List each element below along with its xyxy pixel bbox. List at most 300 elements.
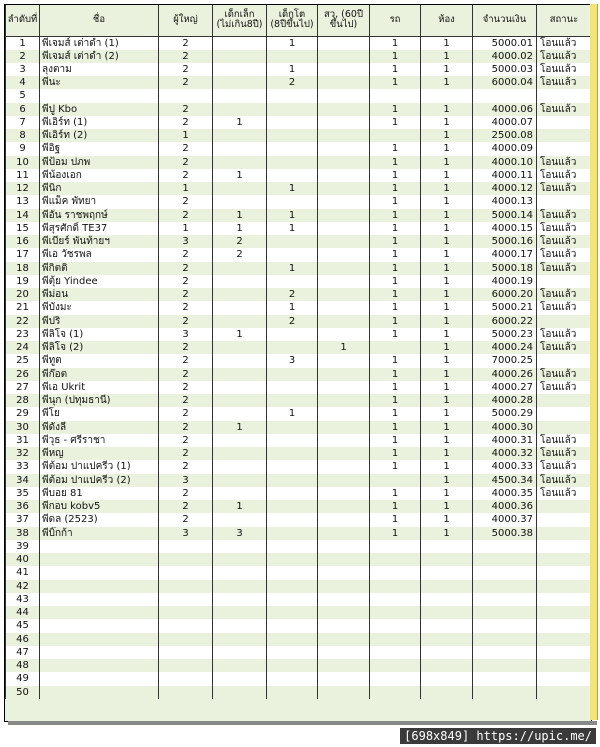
table-row [6,76,592,89]
row-kid-big-count [267,89,318,102]
row-kid-small-count [213,50,267,63]
row-car-count [370,474,421,487]
row-number: 28 [6,394,40,407]
row-status [537,580,592,593]
table-row [6,315,592,328]
table-row [6,368,592,381]
row-room-count: 1 [421,368,473,381]
row-senior-count [318,580,370,593]
row-status [537,553,592,566]
row-name: พี่หญ [40,447,159,460]
row-adult-count: 2 [159,116,213,129]
table-row [6,672,592,685]
row-kid-big-count [267,248,318,261]
row-senior-count [318,301,370,314]
row-car-count: 1 [370,156,421,169]
row-room-count: 1 [421,434,473,447]
row-status [537,646,592,659]
row-car-count: 1 [370,248,421,261]
row-room-count [421,566,473,579]
row-name: ลุงตาม [40,63,159,76]
row-name: พี่ดังลี่ [40,421,159,434]
row-name [40,606,159,619]
row-amount: 5000.23 [473,328,537,341]
row-adult-count: 2 [159,421,213,434]
row-car-count: 1 [370,447,421,460]
table-row [6,328,592,341]
row-adult-count: 2 [159,36,213,50]
row-kid-small-count [213,103,267,116]
row-car-count: 1 [370,527,421,540]
row-adult-count: 2 [159,63,213,76]
row-adult-count: 3 [159,474,213,487]
table-row [6,421,592,434]
row-adult-count [159,606,213,619]
row-kid-small-count [213,394,267,407]
row-room-count: 1 [421,63,473,76]
row-car-count [370,341,421,354]
row-status: โอนแล้ว [537,328,592,341]
row-kid-small-count [213,341,267,354]
row-kid-small-count [213,368,267,381]
row-senior-count [318,527,370,540]
row-status [537,129,592,142]
row-number: 35 [6,487,40,500]
row-status: โอนแล้ว [537,474,592,487]
row-adult-count [159,580,213,593]
row-amount: 6000.20 [473,288,537,301]
row-amount: 4000.06 [473,103,537,116]
row-kid-small-count [213,593,267,606]
table-row [6,182,592,195]
row-car-count: 1 [370,301,421,314]
row-amount: 4000.32 [473,447,537,460]
table-row [6,686,592,699]
row-number: 44 [6,606,40,619]
row-adult-count: 2 [159,76,213,89]
row-number: 26 [6,368,40,381]
row-number: 27 [6,381,40,394]
row-car-count: 1 [370,209,421,222]
row-kid-big-count [267,381,318,394]
table-row [6,36,592,50]
row-room-count: 1 [421,301,473,314]
row-number: 50 [6,686,40,699]
row-kid-small-count: 1 [213,421,267,434]
row-car-count [370,580,421,593]
row-senior-count [318,686,370,699]
row-number: 16 [6,235,40,248]
row-room-count: 1 [421,222,473,235]
row-kid-small-count [213,672,267,685]
row-name [40,659,159,672]
row-senior-count [318,182,370,195]
row-amount: 4000.13 [473,195,537,208]
row-room-count: 1 [421,288,473,301]
row-senior-count [318,129,370,142]
row-kid-big-count [267,328,318,341]
row-number: 15 [6,222,40,235]
row-room-count: 1 [421,487,473,500]
row-amount: 4000.28 [473,394,537,407]
row-room-count: 1 [421,76,473,89]
row-adult-count: 2 [159,434,213,447]
row-senior-count [318,354,370,367]
row-senior-count [318,275,370,288]
row-number: 1 [6,36,40,50]
table-row [6,447,592,460]
row-car-count [370,593,421,606]
row-name: พี่บอย 81 [40,487,159,500]
table-row [6,407,592,420]
table-row [6,606,592,619]
row-kid-small-count: 1 [213,328,267,341]
row-status: โอนแล้ว [537,381,592,394]
row-senior-count [318,169,370,182]
row-status [537,659,592,672]
row-number: 17 [6,248,40,261]
row-kid-small-count: 1 [213,500,267,513]
row-car-count [370,553,421,566]
row-amount: 4000.19 [473,275,537,288]
row-room-count: 1 [421,195,473,208]
row-kid-big-count [267,129,318,142]
row-adult-count: 3 [159,527,213,540]
row-kid-small-count [213,63,267,76]
row-amount: 4000.02 [473,50,537,63]
header-senior: สว. (60ปี ขึ้นไป) [318,5,370,36]
table-row [6,540,592,553]
row-name: พี่แม็ค พัทยา [40,195,159,208]
table-row [6,129,592,142]
row-status: โอนแล้ว [537,288,592,301]
row-number: 19 [6,275,40,288]
row-senior-count [318,421,370,434]
row-amount [473,606,537,619]
row-status [537,593,592,606]
row-status [537,606,592,619]
row-senior-count [318,500,370,513]
row-name [40,540,159,553]
table-row [6,659,592,672]
row-status: โอนแล้ว [537,209,592,222]
row-kid-small-count [213,195,267,208]
table-row [6,354,592,367]
row-amount: 4000.10 [473,156,537,169]
row-kid-big-count [267,394,318,407]
row-kid-small-count [213,460,267,473]
row-senior-count [318,262,370,275]
row-kid-big-count [267,566,318,579]
row-status [537,421,592,434]
row-amount: 6000.22 [473,315,537,328]
row-car-count [370,129,421,142]
row-number: 3 [6,63,40,76]
row-amount: 4000.27 [473,381,537,394]
row-kid-small-count [213,447,267,460]
row-senior-count [318,460,370,473]
row-adult-count: 2 [159,487,213,500]
row-number: 33 [6,460,40,473]
table-row [6,460,592,473]
row-name: พี่เอิร์ท (2) [40,129,159,142]
row-name: พี่ป้อม ปภพ [40,156,159,169]
row-name: พี่เจมส์ เต่าดำ (1) [40,36,159,50]
row-kid-small-count [213,301,267,314]
row-number: 37 [6,513,40,526]
table-row [6,513,592,526]
row-kid-big-count: 1 [267,407,318,420]
table-row [6,341,592,354]
table-row [6,633,592,646]
row-senior-count [318,235,370,248]
table-row [6,381,592,394]
row-adult-count [159,633,213,646]
roster-table-frame [4,4,592,722]
row-senior-count: 1 [318,341,370,354]
row-adult-count [159,646,213,659]
table-row [6,63,592,76]
row-status: โอนแล้ว [537,36,592,50]
row-kid-small-count: 1 [213,169,267,182]
row-status: โอนแล้ว [537,460,592,473]
row-kid-big-count [267,275,318,288]
row-kid-small-count [213,659,267,672]
row-amount: 6000.04 [473,76,537,89]
table-row [6,394,592,407]
row-name [40,580,159,593]
row-status: โอนแล้ว [537,301,592,314]
row-amount: 7000.25 [473,354,537,367]
row-name: พี่ต้อม ปาแปครีว (1) [40,460,159,473]
row-car-count: 1 [370,63,421,76]
row-name: พี่เบียร์ พันท้ายฯ [40,235,159,248]
row-adult-count: 1 [159,222,213,235]
row-name: พี่ตุ้ย Yindee [40,275,159,288]
row-senior-count [318,394,370,407]
table-row [6,262,592,275]
row-status: โอนแล้ว [537,169,592,182]
row-status [537,275,592,288]
header-num: ลำดับที่ [6,5,40,36]
table-row [6,275,592,288]
row-car-count: 1 [370,407,421,420]
row-number: 46 [6,633,40,646]
row-senior-count [318,116,370,129]
row-kid-small-count [213,76,267,89]
row-amount: 4500.34 [473,474,537,487]
row-name: พี่นะ [40,76,159,89]
row-amount [473,553,537,566]
row-status [537,407,592,420]
row-status: โอนแล้ว [537,156,592,169]
table-row [6,209,592,222]
row-number: 38 [6,527,40,540]
row-kid-big-count [267,606,318,619]
row-status [537,686,592,699]
row-name: พี่บิ๊กก้า [40,527,159,540]
row-amount: 5000.29 [473,407,537,420]
row-kid-big-count [267,619,318,632]
row-number: 8 [6,129,40,142]
header-amount: จำนวนเงิน [473,5,537,36]
row-room-count: 1 [421,129,473,142]
row-number: 12 [6,182,40,195]
header-kid-small: เด็กเล็ก (ไม่เกิน8ปี) [213,5,267,36]
row-senior-count [318,447,370,460]
row-kid-big-count [267,235,318,248]
row-status [537,513,592,526]
row-car-count [370,540,421,553]
row-status: โอนแล้ว [537,262,592,275]
row-name: พี่ปริ [40,315,159,328]
row-kid-small-count [213,513,267,526]
row-name [40,672,159,685]
row-kid-big-count: 1 [267,262,318,275]
row-number: 18 [6,262,40,275]
row-senior-count [318,89,370,102]
row-kid-small-count: 3 [213,527,267,540]
row-kid-big-count: 2 [267,288,318,301]
row-adult-count: 2 [159,513,213,526]
row-room-count: 1 [421,474,473,487]
row-number: 36 [6,500,40,513]
row-name: พี่นุก (ปทุมธานี) [40,394,159,407]
row-amount [473,540,537,553]
table-row [6,156,592,169]
row-car-count: 1 [370,487,421,500]
row-car-count: 1 [370,235,421,248]
row-name: พี่เอิร์ท (1) [40,116,159,129]
row-number: 40 [6,553,40,566]
row-number: 29 [6,407,40,420]
row-amount [473,672,537,685]
row-senior-count [318,36,370,50]
row-senior-count [318,593,370,606]
row-status [537,527,592,540]
row-amount: 5000.14 [473,209,537,222]
row-number: 31 [6,434,40,447]
row-kid-big-count [267,460,318,473]
row-adult-count: 2 [159,50,213,63]
row-room-count [421,606,473,619]
row-name: พี่บังมะ [40,301,159,314]
row-car-count: 1 [370,328,421,341]
row-car-count: 1 [370,182,421,195]
row-adult-count: 2 [159,500,213,513]
table-row [6,288,592,301]
row-number: 42 [6,580,40,593]
row-amount: 4000.24 [473,341,537,354]
row-adult-count: 2 [159,341,213,354]
row-number: 39 [6,540,40,553]
row-status: โอนแล้ว [537,341,592,354]
row-room-count: 1 [421,500,473,513]
row-senior-count [318,540,370,553]
row-adult-count: 1 [159,129,213,142]
row-car-count: 1 [370,381,421,394]
header-status: สถานะ [537,5,592,36]
row-room-count: 1 [421,116,473,129]
table-row [6,566,592,579]
row-kid-big-count: 3 [267,354,318,367]
row-adult-count: 1 [159,182,213,195]
row-room-count: 1 [421,209,473,222]
row-senior-count [318,407,370,420]
row-room-count: 1 [421,156,473,169]
row-kid-big-count [267,540,318,553]
row-kid-big-count [267,447,318,460]
row-kid-small-count [213,36,267,50]
row-kid-small-count [213,606,267,619]
row-kid-small-count [213,540,267,553]
row-name: พี่โย [40,407,159,420]
row-senior-count [318,381,370,394]
row-status [537,540,592,553]
row-amount: 4000.15 [473,222,537,235]
row-senior-count [318,566,370,579]
row-car-count: 1 [370,116,421,129]
row-room-count: 1 [421,394,473,407]
row-number: 7 [6,116,40,129]
row-adult-count: 3 [159,328,213,341]
row-room-count [421,553,473,566]
header-name: ชื่อ [40,5,159,36]
row-senior-count [318,659,370,672]
row-status: โอนแล้ว [537,76,592,89]
row-status: โอนแล้ว [537,487,592,500]
row-adult-count [159,619,213,632]
row-name [40,646,159,659]
row-number: 43 [6,593,40,606]
row-name [40,593,159,606]
row-name: พี่สุรศักดิ์ TE37 [40,222,159,235]
row-car-count: 1 [370,354,421,367]
row-status [537,633,592,646]
row-name [40,633,159,646]
row-name: พี่ทูต [40,354,159,367]
row-senior-count [318,633,370,646]
row-kid-big-count: 1 [267,182,318,195]
row-adult-count: 2 [159,394,213,407]
table-row [6,235,592,248]
row-kid-big-count [267,527,318,540]
row-adult-count [159,672,213,685]
row-kid-small-count [213,129,267,142]
row-name: พี่ลิโจ (2) [40,341,159,354]
row-name: พี่ปู Kbo [40,103,159,116]
row-kid-small-count [213,262,267,275]
row-room-count: 1 [421,103,473,116]
row-number: 45 [6,619,40,632]
row-amount: 2500.08 [473,129,537,142]
row-senior-count [318,248,370,261]
row-kid-small-count [213,407,267,420]
row-car-count [370,619,421,632]
row-status [537,394,592,407]
row-name: พี่เอ วัชรพล [40,248,159,261]
row-status [537,315,592,328]
row-room-count: 1 [421,275,473,288]
row-adult-count: 2 [159,447,213,460]
row-car-count: 1 [370,288,421,301]
row-senior-count [318,76,370,89]
row-kid-big-count [267,487,318,500]
row-status: โอนแล้ว [537,447,592,460]
row-number: 32 [6,447,40,460]
row-number: 22 [6,315,40,328]
row-senior-count [318,368,370,381]
